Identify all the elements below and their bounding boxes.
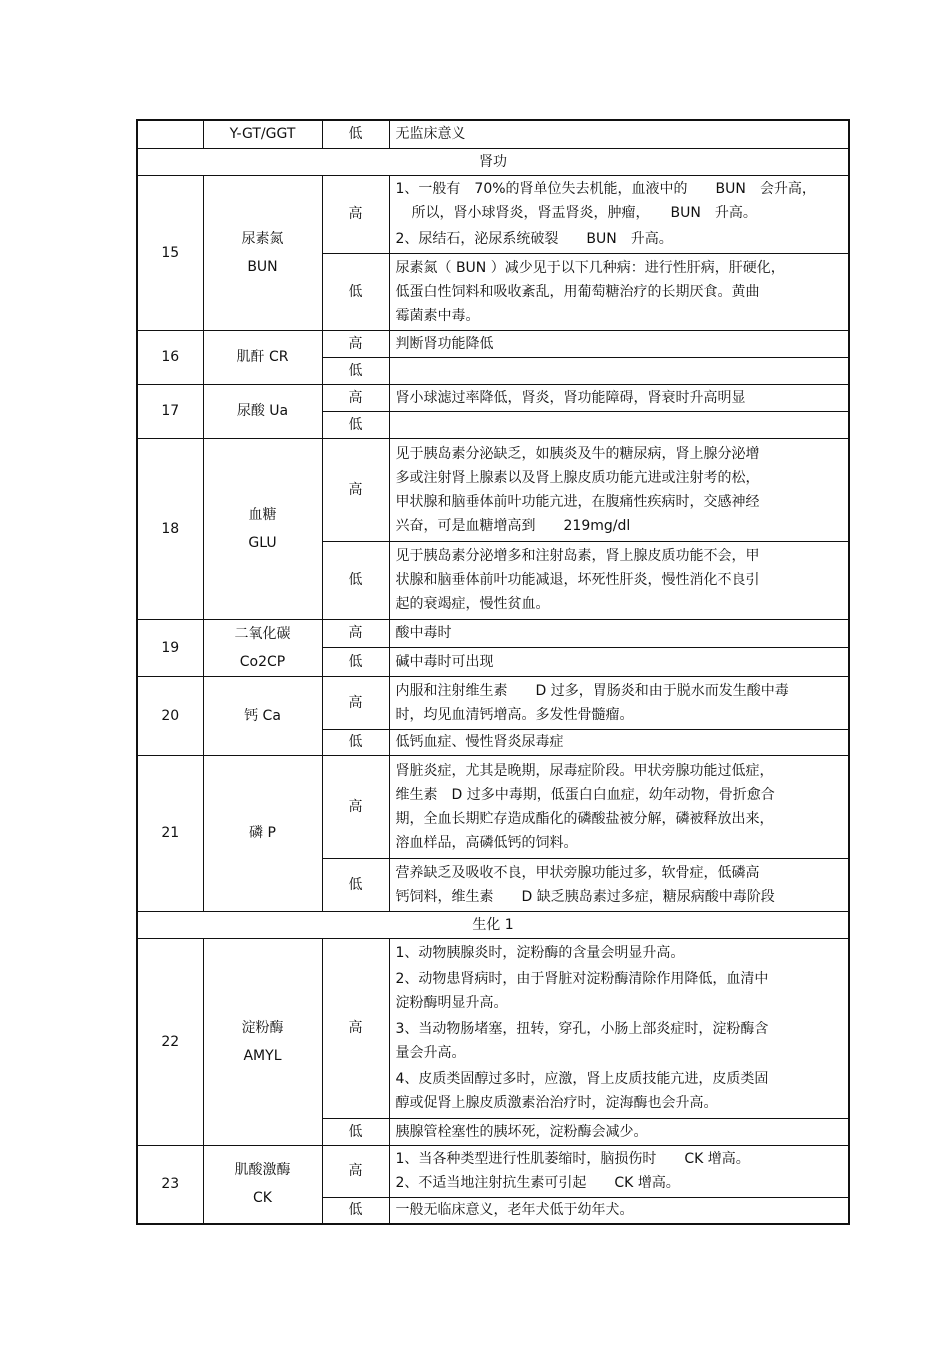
row-number: 15 — [137, 175, 203, 330]
level-label: 高 — [322, 938, 389, 1118]
level-label: 高 — [322, 330, 389, 357]
level-label: 低 — [322, 541, 389, 619]
interpretation-high: 1、当各种类型进行性肌萎缩时，脑损伤时 CK 增高。 2、不适当地注射抗生素可引起 CK 增高。 — [389, 1145, 849, 1197]
table-row — [137, 676, 849, 729]
level-label: 低 — [322, 120, 389, 148]
interpretation-low: 胰腺管栓塞性的胰坏死，淀粉酶会减少。 — [389, 1118, 849, 1145]
test-name: 尿素氮 BUN — [203, 175, 322, 330]
level-label: 低 — [322, 858, 389, 911]
interpretation-high: 肾小球滤过率降低，肾炎，肾功能障碍，肾衰时升高明显 — [389, 384, 849, 411]
table-row — [137, 938, 849, 1118]
interpretation-low — [389, 357, 849, 384]
row-number — [137, 120, 203, 148]
level-label: 高 — [322, 175, 389, 253]
row-number: 20 — [137, 676, 203, 755]
level-label: 低 — [322, 411, 389, 438]
section-header-row — [137, 911, 849, 938]
table-row — [137, 330, 849, 357]
test-name: 尿酸 Ua — [203, 384, 322, 438]
interpretation-low: 见于胰岛素分泌增多和注射岛素，肾上腺皮质功能不会，甲 状腺和脑垂体前叶功能减退，坏死性肝炎，慢性消化不良引 起的衰竭症，慢性贫血。 — [389, 541, 849, 619]
interpretation-low: 一般无临床意义，老年犬低于幼年犬。 — [389, 1197, 849, 1224]
interpretation: 无监床意义 — [389, 120, 849, 148]
test-name: 肌酸激酶 CK — [203, 1145, 322, 1224]
interpretation-high: 1、一般有 70%的肾单位失去机能，血液中的 BUN 会升高， 所以，肾小球肾炎，肾盂肾炎，肿瘤， BUN 升高。 2、尿结石，泌尿系统破裂 BUN 升高。 — [389, 175, 849, 253]
interpretation-high: 酸中毒时 — [389, 619, 849, 648]
interpretation-high: 见于胰岛素分泌缺乏，如胰炎及牛的糖尿病，肾上腺分泌增 多或注射肾上腺素以及肾上腺皮质功能亢进或注射考的松， 甲状腺和脑垂体前叶功能亢进，在腹痛性疾病时，交感神经 兴奋，可是血糖增高到 219mg/dl — [389, 438, 849, 541]
table-row — [137, 619, 849, 648]
level-label: 高 — [322, 438, 389, 541]
interpretation-high: 1、动物胰腺炎时，淀粉酶的含量会明显升高。 2、动物患肾病时，由于肾脏对淀粉酶清除作用降低，血清中 淀粉酶明显升高。 3、当动物肠堵塞，扭转，穿孔，小肠上部炎症时，淀粉酶含 量会升高。 4、皮质类固醇过多时，应激，肾上皮质技能亢进，皮质类固 醇或促肾上腺皮质激素治治疗时，淀海酶也会升高。 — [389, 938, 849, 1118]
table-row — [137, 438, 849, 541]
row-number: 19 — [137, 619, 203, 676]
interpretation-low: 低钙血症、慢性肾炎尿毒症 — [389, 729, 849, 755]
section-title: 生化 1 — [137, 911, 849, 938]
test-name: 磷 P — [203, 755, 322, 911]
test-name: 二氧化碳 Co2CP — [203, 619, 322, 676]
row-number: 21 — [137, 755, 203, 911]
test-name: 血糖 GLU — [203, 438, 322, 619]
interpretation-low: 碱中毒时可出现 — [389, 648, 849, 677]
interpretation-low: 尿素氮（ BUN ）减少见于以下几种病：进行性肝病，肝硬化， 低蛋白性饲料和吸收紊乱，用葡萄糖治疗的长期厌食。黄曲 霉菌素中毒。 — [389, 253, 849, 330]
row-number: 17 — [137, 384, 203, 438]
table-row — [137, 120, 849, 148]
table-row — [137, 755, 849, 858]
level-label: 高 — [322, 676, 389, 729]
interpretation-high: 判断肾功能降低 — [389, 330, 849, 357]
section-title: 肾功 — [137, 148, 849, 175]
table-row — [137, 1145, 849, 1197]
level-label: 高 — [322, 1145, 389, 1197]
level-label: 高 — [322, 384, 389, 411]
level-label: 低 — [322, 1118, 389, 1145]
row-number: 16 — [137, 330, 203, 384]
test-name: 钙 Ca — [203, 676, 322, 755]
test-name: 肌酐 CR — [203, 330, 322, 384]
section-header-row — [137, 148, 849, 175]
interpretation-high: 内服和注射维生素 D 过多，胃肠炎和由于脱水而发生酸中毒 时，均见血清钙增高。多发性骨髓瘤。 — [389, 676, 849, 729]
level-label: 低 — [322, 357, 389, 384]
level-label: 低 — [322, 648, 389, 677]
test-name: 淀粉酶 AMYL — [203, 938, 322, 1145]
row-number: 22 — [137, 938, 203, 1145]
level-label: 高 — [322, 619, 389, 648]
table-row — [137, 175, 849, 253]
interpretation-high: 肾脏炎症，尤其是晚期，尿毒症阶段。甲状旁腺功能过低症， 维生素 D 过多中毒期，低蛋白白血症，幼年动物，骨折愈合 期，全血长期贮存造成酯化的磷酸盐被分解，磷被释放出来， 溶血样品，高磷低钙的饲料。 — [389, 755, 849, 858]
level-label: 高 — [322, 755, 389, 858]
lab-reference-table — [136, 119, 850, 1225]
interpretation-low — [389, 411, 849, 438]
row-number: 23 — [137, 1145, 203, 1224]
level-label: 低 — [322, 1197, 389, 1224]
test-name: Y-GT/GGT — [203, 120, 322, 148]
table-row — [137, 384, 849, 411]
interpretation-low: 营养缺乏及吸收不良，甲状旁腺功能过多，软骨症，低磷高 钙饲料，维生素 D 缺乏胰岛素过多症，糖尿病酸中毒阶段 — [389, 858, 849, 911]
level-label: 低 — [322, 729, 389, 755]
level-label: 低 — [322, 253, 389, 330]
row-number: 18 — [137, 438, 203, 619]
